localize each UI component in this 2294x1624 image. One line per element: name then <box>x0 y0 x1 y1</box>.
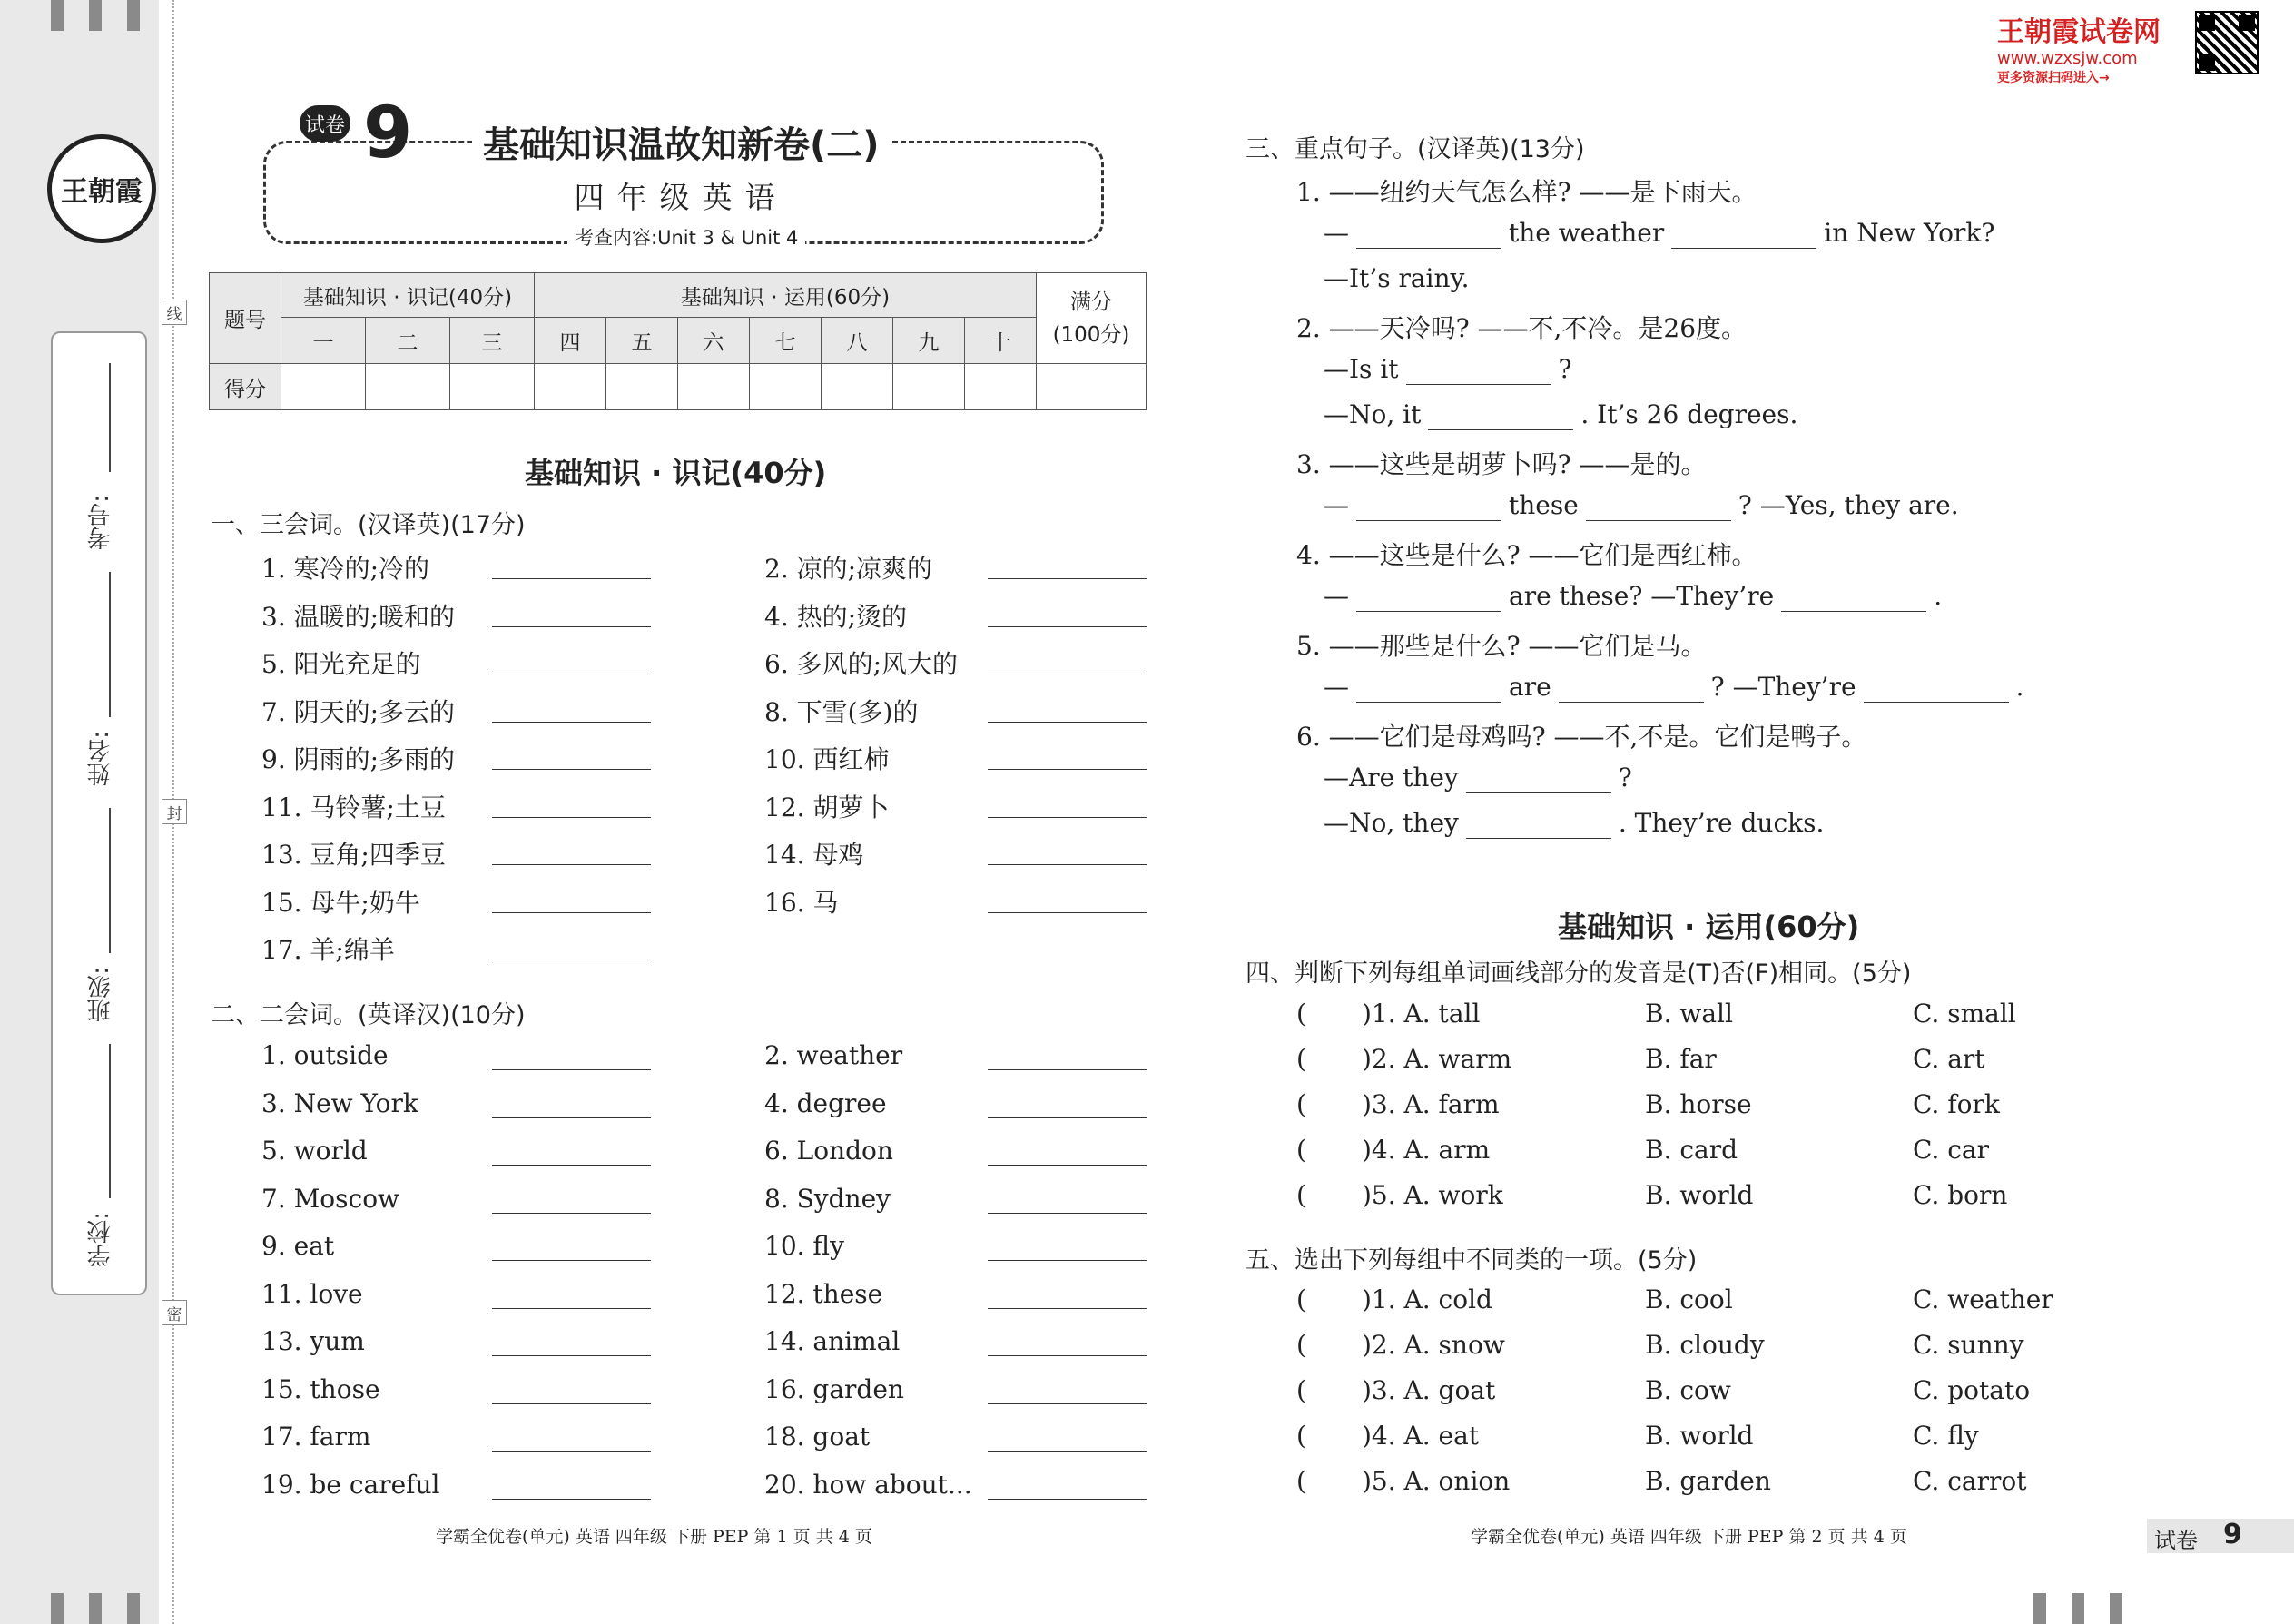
answer-text: the weather <box>1509 218 1665 248</box>
paren-open: ( <box>1296 1466 1306 1496</box>
watermark-tagline: 更多资源扫码进入→ <box>1997 71 2110 85</box>
answer-text: are these? —They’re <box>1509 581 1775 611</box>
answer-blank[interactable] <box>1406 354 1551 385</box>
answer-blank[interactable] <box>492 1451 651 1452</box>
answer-blank[interactable] <box>492 1355 651 1356</box>
paper-number: 9 <box>363 93 413 174</box>
answer-blank[interactable] <box>988 817 1147 818</box>
list-item: 10. fly <box>764 1231 844 1261</box>
answer-blank[interactable] <box>988 1403 1147 1404</box>
answer-text: in New York? <box>1824 218 1995 248</box>
cut-mark-xian: 线 <box>162 300 187 325</box>
answer-text: — <box>1324 218 1349 248</box>
section-title-usage: 基础知识 · 运用(60分) <box>1558 910 1860 944</box>
option-c[interactable]: C. small <box>1913 999 2016 1029</box>
name-line <box>109 572 111 717</box>
answer-text: these <box>1509 490 1579 520</box>
option-b[interactable]: B. world <box>1645 1180 1754 1210</box>
paren-open: ( <box>1296 1284 1306 1314</box>
answer-blank[interactable] <box>1466 808 1611 839</box>
answer-blank[interactable] <box>492 769 651 770</box>
answer-text: — <box>1324 672 1349 702</box>
answer-blank[interactable] <box>1559 672 1704 703</box>
score-table <box>209 272 1147 410</box>
list-item: 9. 阴雨的;多雨的 <box>261 744 456 774</box>
watermark <box>1997 9 2161 86</box>
list-item: 11. love <box>261 1278 363 1309</box>
answer-blank[interactable] <box>492 1403 651 1404</box>
group2-header: 基础知识 · 运用(60分) <box>535 273 1037 318</box>
answer-line <box>1324 354 1572 385</box>
answer-blank[interactable] <box>1466 763 1611 793</box>
footer-left: 学霸全优卷(单元) 英语 四年级 下册 PEP 第 1 页 共 4 页 <box>436 1527 872 1547</box>
page-tag-number: 9 <box>2223 1519 2242 1550</box>
answer-line <box>1324 490 1959 521</box>
score-cell[interactable] <box>750 364 822 410</box>
score-cell[interactable] <box>965 364 1037 410</box>
answer-blank[interactable] <box>988 1499 1147 1500</box>
list-item: 12. 胡萝卜 <box>764 792 890 822</box>
option-a[interactable]: )3. A. goat <box>1362 1375 1496 1405</box>
list-item: 10. 西红柿 <box>764 744 890 774</box>
list-item: 14. 母鸡 <box>764 840 864 870</box>
col-2: 二 <box>366 318 450 364</box>
option-b[interactable]: B. horse <box>1645 1089 1752 1119</box>
answer-blank[interactable] <box>988 1213 1147 1214</box>
row-label: 题号 <box>210 273 281 364</box>
option-c[interactable]: C. carrot <box>1913 1466 2027 1496</box>
footer-right: 学霸全优卷(单元) 英语 四年级 下册 PEP 第 2 页 共 4 页 <box>1471 1527 1907 1547</box>
option-b[interactable]: B. far <box>1645 1044 1717 1074</box>
cut-mark-feng: 封 <box>162 799 187 824</box>
q4-heading: 四、判断下列每组单词画线部分的发音是(T)否(F)相同。(5分) <box>1245 960 1912 988</box>
list-item: 17. 羊;绵羊 <box>261 935 395 965</box>
answer-line <box>1324 808 1824 839</box>
option-a[interactable]: )1. A. cold <box>1362 1284 1492 1314</box>
question-sentence-cn: 3. ——这些是胡萝卜吗? ——是的。 <box>1296 449 1707 479</box>
option-b[interactable]: B. cow <box>1645 1375 1731 1405</box>
answer-text: are <box>1509 672 1551 702</box>
answer-text: . <box>2015 672 2024 702</box>
answer-text: —It’s rainy. <box>1324 263 1470 293</box>
list-item: 8. Sydney <box>764 1183 891 1214</box>
option-c[interactable]: C. art <box>1913 1044 1985 1074</box>
section-title-recall: 基础知识 · 识记(40分) <box>525 456 827 490</box>
col-5: 五 <box>606 318 678 364</box>
answer-blank[interactable] <box>492 722 651 723</box>
paren-open: ( <box>1296 1044 1306 1074</box>
list-item: 18. goat <box>764 1422 871 1452</box>
answer-blank[interactable] <box>988 912 1147 913</box>
option-b[interactable]: B. garden <box>1645 1466 1771 1496</box>
list-item: 20. how about... <box>764 1469 972 1500</box>
answer-text: —No, they <box>1324 808 1459 838</box>
score-cell[interactable] <box>606 364 678 410</box>
list-item: 15. 母牛;奶牛 <box>261 887 420 918</box>
score-cell[interactable] <box>535 364 606 410</box>
answer-line <box>1324 218 1994 249</box>
list-item: 9. eat <box>261 1231 335 1261</box>
answer-line <box>1324 763 1632 793</box>
answer-text: . They’re ducks. <box>1618 808 1825 838</box>
paren-open: ( <box>1296 999 1306 1029</box>
answer-blank[interactable] <box>492 817 651 818</box>
paper-badge: 试卷 <box>300 105 350 142</box>
option-c[interactable]: C. born <box>1913 1180 2008 1210</box>
option-c[interactable]: C. weather <box>1913 1284 2053 1314</box>
group1-header: 基础知识 · 识记(40分) <box>281 273 535 318</box>
option-a[interactable]: )3. A. farm <box>1362 1089 1500 1119</box>
list-item: 3. New York <box>261 1088 418 1118</box>
watermark-brand: 王朝霞试卷网 <box>1997 16 2161 48</box>
answer-text: . It’s 26 degrees. <box>1580 399 1798 429</box>
page-tag <box>2147 1519 2294 1553</box>
answer-text: . <box>1934 581 1943 611</box>
option-b[interactable]: B. wall <box>1645 999 1733 1029</box>
q1-heading: 一、三会词。(汉译英)(17分) <box>211 511 526 539</box>
exam-no-line <box>109 363 111 472</box>
col-1: 一 <box>281 318 366 364</box>
list-item: 6. 多风的;风大的 <box>764 649 959 679</box>
answer-blank[interactable] <box>1671 218 1816 249</box>
answer-blank[interactable] <box>988 626 1147 627</box>
question-sentence-cn: 4. ——这些是什么? ——它们是西红柿。 <box>1296 540 1757 570</box>
list-item: 15. those <box>261 1373 380 1404</box>
question-sentence-cn: 5. ——那些是什么? ——它们是马。 <box>1296 631 1707 661</box>
answer-line <box>1324 672 2023 703</box>
answer-text: ? —Yes, they are. <box>1738 490 1959 520</box>
class-label: 班级: <box>87 967 114 1022</box>
exam-no-label: 考号: <box>87 495 114 550</box>
list-item: 2. 凉的;凉爽的 <box>764 554 933 584</box>
answer-blank[interactable] <box>492 578 651 579</box>
answer-line <box>1324 399 1797 430</box>
score-cell[interactable] <box>1037 364 1147 410</box>
score-cell[interactable] <box>822 364 893 410</box>
q5-heading: 五、选出下列每组中不同类的一项。(5分) <box>1245 1246 1698 1275</box>
answer-blank[interactable] <box>988 769 1147 770</box>
option-a[interactable]: )1. A. tall <box>1362 999 1481 1029</box>
paren-open: ( <box>1296 1135 1306 1165</box>
option-a[interactable]: )2. A. warm <box>1362 1044 1512 1074</box>
publisher-logo: 王朝霞 <box>47 134 156 243</box>
school-line <box>109 1044 111 1198</box>
page-tag-label: 试卷 <box>2154 1528 2198 1553</box>
question-sentence-cn: 2. ——天冷吗? ——不,不冷。是26度。 <box>1296 313 1748 343</box>
answer-text: —No, it <box>1324 399 1422 429</box>
option-b[interactable]: B. cool <box>1645 1284 1733 1314</box>
list-item: 5. world <box>261 1136 368 1166</box>
answer-blank[interactable] <box>988 1260 1147 1261</box>
paren-open: ( <box>1296 1089 1306 1119</box>
option-a[interactable]: )4. A. arm <box>1362 1135 1491 1165</box>
answer-blank[interactable] <box>988 1069 1147 1070</box>
paren-open: ( <box>1296 1421 1306 1451</box>
option-c[interactable]: C. sunny <box>1913 1330 2024 1360</box>
option-a[interactable]: )5. A. onion <box>1362 1466 1511 1496</box>
list-item: 19. be careful <box>261 1469 440 1500</box>
col-6: 六 <box>678 318 750 364</box>
list-item: 5. 阳光充足的 <box>261 649 421 679</box>
col-4: 四 <box>535 318 606 364</box>
score-cell[interactable] <box>450 364 535 410</box>
answer-blank[interactable] <box>988 864 1147 865</box>
option-c[interactable]: C. fork <box>1913 1089 2000 1119</box>
list-item: 6. London <box>764 1136 893 1166</box>
answer-text: ? <box>1618 763 1632 792</box>
score-cell[interactable] <box>893 364 965 410</box>
answer-blank[interactable] <box>492 1260 651 1261</box>
option-a[interactable]: )2. A. snow <box>1362 1330 1505 1360</box>
answer-blank[interactable] <box>492 1117 651 1118</box>
answer-text: —Is it <box>1324 354 1399 384</box>
answer-blank[interactable] <box>1586 490 1731 521</box>
content-scope: 考查内容:Unit 3 & Unit 4 <box>567 223 805 251</box>
answer-blank[interactable] <box>492 864 651 865</box>
option-b[interactable]: B. cloudy <box>1645 1330 1765 1360</box>
answer-blank[interactable] <box>492 1499 651 1500</box>
answer-blank[interactable] <box>1356 218 1501 249</box>
list-item: 3. 温暖的;暖和的 <box>261 601 456 632</box>
student-info-box <box>51 331 147 1295</box>
total-header: 满分 (100分) <box>1037 273 1147 364</box>
list-item: 7. 阴天的;多云的 <box>261 696 456 727</box>
list-item: 16. garden <box>764 1373 904 1404</box>
option-c[interactable]: C. potato <box>1913 1375 2031 1405</box>
option-b[interactable]: B. card <box>1645 1135 1738 1165</box>
col-10: 十 <box>965 318 1037 364</box>
answer-blank[interactable] <box>492 1069 651 1070</box>
answer-blank[interactable] <box>492 912 651 913</box>
answer-blank[interactable] <box>1428 399 1573 430</box>
answer-line <box>1324 581 1942 612</box>
list-item: 16. 马 <box>764 887 839 918</box>
score-cell[interactable] <box>366 364 450 410</box>
list-item: 11. 马铃薯;土豆 <box>261 792 446 822</box>
answer-line <box>1324 263 1470 293</box>
paper-subtitle: 四年级英语 <box>574 180 788 215</box>
answer-blank[interactable] <box>492 1308 651 1309</box>
class-line <box>109 808 111 953</box>
option-c[interactable]: C. fly <box>1913 1421 1979 1451</box>
answer-blank[interactable] <box>1781 581 1926 612</box>
answer-blank[interactable] <box>988 1165 1147 1166</box>
answer-blank[interactable] <box>988 722 1147 723</box>
question-sentence-cn: 1. ——纽约天气怎么样? ——是下雨天。 <box>1296 177 1757 207</box>
answer-blank[interactable] <box>492 1165 651 1166</box>
answer-blank[interactable] <box>492 1213 651 1214</box>
answer-text: ? —They’re <box>1710 672 1856 702</box>
score-cell[interactable] <box>678 364 750 410</box>
col-8: 八 <box>822 318 893 364</box>
answer-blank[interactable] <box>1864 672 2009 703</box>
watermark-url: www.wzxsjw.com <box>1997 49 2138 68</box>
paper-title: 基础知识温故知新卷(二) <box>472 116 891 168</box>
list-item: 2. weather <box>764 1040 903 1070</box>
list-item: 4. 热的;烫的 <box>764 601 908 632</box>
cut-mark-mi: 密 <box>162 1300 187 1325</box>
paren-open: ( <box>1296 1330 1306 1360</box>
list-item: 8. 下雪(多)的 <box>764 696 919 727</box>
qr-code-icon <box>2195 11 2259 74</box>
list-item: 12. these <box>764 1278 883 1309</box>
option-c[interactable]: C. car <box>1913 1135 1989 1165</box>
list-item: 4. degree <box>764 1088 887 1118</box>
option-a[interactable]: )4. A. eat <box>1362 1421 1480 1451</box>
school-label: 学校: <box>87 1212 114 1267</box>
answer-blank[interactable] <box>492 626 651 627</box>
paren-open: ( <box>1296 1375 1306 1405</box>
answer-blank[interactable] <box>1356 672 1501 703</box>
col-9: 九 <box>893 318 965 364</box>
q3-heading: 三、重点句子。(汉译英)(13分) <box>1245 135 1585 163</box>
answer-blank[interactable] <box>988 1117 1147 1118</box>
answer-text: —Are they <box>1324 763 1459 792</box>
q2-heading: 二、二会词。(英译汉)(10分) <box>211 1001 526 1029</box>
option-a[interactable]: )5. A. work <box>1362 1180 1503 1210</box>
col-3: 三 <box>450 318 535 364</box>
list-item: 14. animal <box>764 1326 901 1356</box>
col-7: 七 <box>750 318 822 364</box>
list-item: 13. 豆角;四季豆 <box>261 840 446 870</box>
answer-text: — <box>1324 490 1349 520</box>
answer-blank[interactable] <box>988 1308 1147 1309</box>
answer-text: — <box>1324 581 1349 611</box>
list-item: 1. outside <box>261 1040 389 1070</box>
list-item: 13. yum <box>261 1326 365 1356</box>
answer-text: ? <box>1558 354 1572 384</box>
list-item: 17. farm <box>261 1422 371 1452</box>
list-item: 1. 寒冷的;冷的 <box>261 554 430 584</box>
answer-blank[interactable] <box>988 1355 1147 1356</box>
answer-blank[interactable] <box>1356 581 1501 612</box>
option-b[interactable]: B. world <box>1645 1421 1754 1451</box>
answer-blank[interactable] <box>1356 490 1501 521</box>
list-item: 7. Moscow <box>261 1183 400 1214</box>
answer-blank[interactable] <box>988 578 1147 579</box>
name-label: 姓名: <box>87 731 114 786</box>
question-sentence-cn: 6. ——它们是母鸡吗? ——不,不是。它们是鸭子。 <box>1296 722 1867 752</box>
score-label: 得分 <box>210 364 281 410</box>
score-cell[interactable] <box>281 364 366 410</box>
paren-open: ( <box>1296 1180 1306 1210</box>
answer-blank[interactable] <box>988 1451 1147 1452</box>
